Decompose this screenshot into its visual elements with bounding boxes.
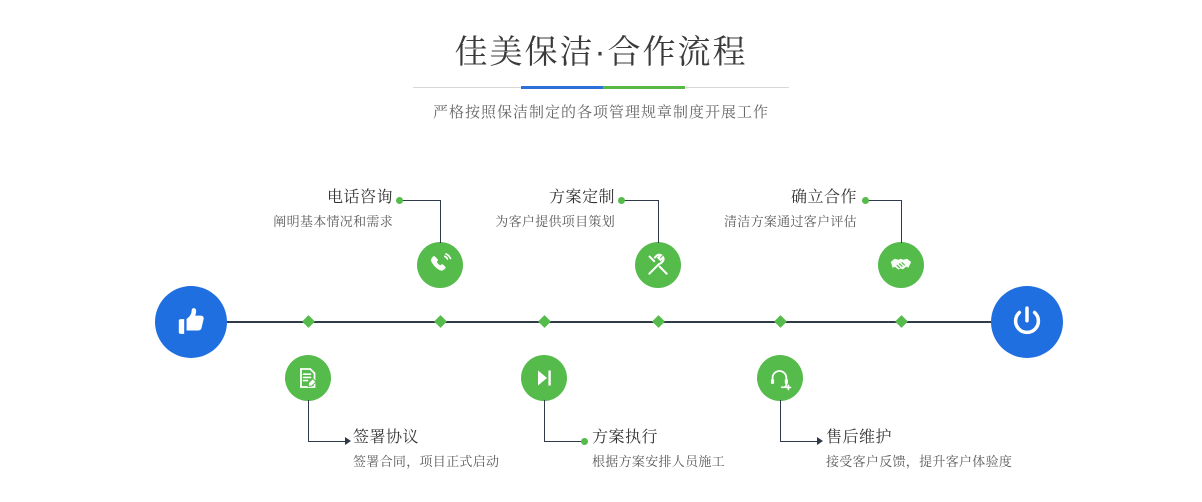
connector-2-vertical xyxy=(308,400,309,442)
connector-1-vertical xyxy=(440,200,441,243)
connector-6-vertical xyxy=(780,400,781,442)
connector-5-dot xyxy=(862,197,869,204)
page-title: 佳美保洁·合作流程 xyxy=(454,33,748,70)
axis-marker-2 xyxy=(302,315,315,328)
start-endpoint xyxy=(155,286,227,358)
connector-1-dot xyxy=(396,197,403,204)
connector-6-arrow xyxy=(817,437,823,445)
connector-5-vertical xyxy=(901,200,902,243)
connector-1-horizontal xyxy=(399,200,440,201)
diagram-header xyxy=(0,30,1202,122)
step-label-6 xyxy=(826,427,1012,472)
step-desc: 阐明基本情况和需求 xyxy=(273,214,393,229)
step-label-1 xyxy=(253,187,393,232)
connector-4-dot xyxy=(581,438,588,445)
step-label-2 xyxy=(353,427,499,472)
axis-marker-5 xyxy=(895,315,908,328)
phone-ring-icon xyxy=(427,252,453,278)
divider-accent-green xyxy=(603,86,685,89)
end-endpoint xyxy=(991,286,1063,358)
play-forward-icon xyxy=(532,366,556,390)
step-node-3 xyxy=(635,242,681,288)
power-icon xyxy=(1008,303,1046,341)
handshake-icon xyxy=(888,252,914,278)
connector-3-vertical xyxy=(658,200,659,243)
step-desc: 根据方案安排人员施工 xyxy=(592,454,726,469)
timeline-axis xyxy=(155,321,1047,323)
connector-3-horizontal xyxy=(622,200,658,201)
step-title: 确立合作 xyxy=(790,189,857,206)
title-divider xyxy=(413,86,789,89)
step-desc: 为客户提供项目策划 xyxy=(495,214,615,229)
connector-4-horizontal xyxy=(544,441,582,442)
axis-marker-3 xyxy=(652,315,665,328)
axis-marker-4 xyxy=(538,315,551,328)
step-label-4 xyxy=(592,427,725,472)
page-subtitle: 严格按照保洁制定的各项管理规章制度开展工作 xyxy=(432,104,769,121)
step-title: 方案执行 xyxy=(592,429,659,446)
step-desc: 签署合同，项目正式启动 xyxy=(353,454,500,469)
step-node-4 xyxy=(521,355,567,401)
step-title: 电话咨询 xyxy=(326,189,393,206)
connector-6-horizontal xyxy=(780,441,818,442)
step-desc: 接受客户反馈，提升客户体验度 xyxy=(826,454,1013,469)
headset-support-icon xyxy=(768,366,793,391)
step-node-6 xyxy=(757,355,803,401)
step-node-1 xyxy=(417,242,463,288)
step-label-5 xyxy=(705,187,857,232)
step-title: 售后维护 xyxy=(826,429,893,446)
step-label-3 xyxy=(460,187,615,232)
tools-icon xyxy=(645,252,671,278)
step-node-2 xyxy=(285,355,331,401)
step-title: 方案定制 xyxy=(548,189,615,206)
step-title: 签署协议 xyxy=(353,429,420,446)
axis-marker-1 xyxy=(434,315,447,328)
divider-accent-blue xyxy=(521,86,603,89)
connector-2-arrow xyxy=(345,437,351,445)
thumbs-up-icon xyxy=(172,303,210,341)
connector-4-vertical xyxy=(544,400,545,442)
connector-2-horizontal xyxy=(308,441,346,442)
connector-5-horizontal xyxy=(866,200,901,201)
step-node-5 xyxy=(878,242,924,288)
contract-pen-icon xyxy=(296,366,320,390)
step-desc: 清洁方案通过客户评估 xyxy=(723,214,857,229)
connector-3-dot xyxy=(618,197,625,204)
axis-marker-6 xyxy=(774,315,787,328)
